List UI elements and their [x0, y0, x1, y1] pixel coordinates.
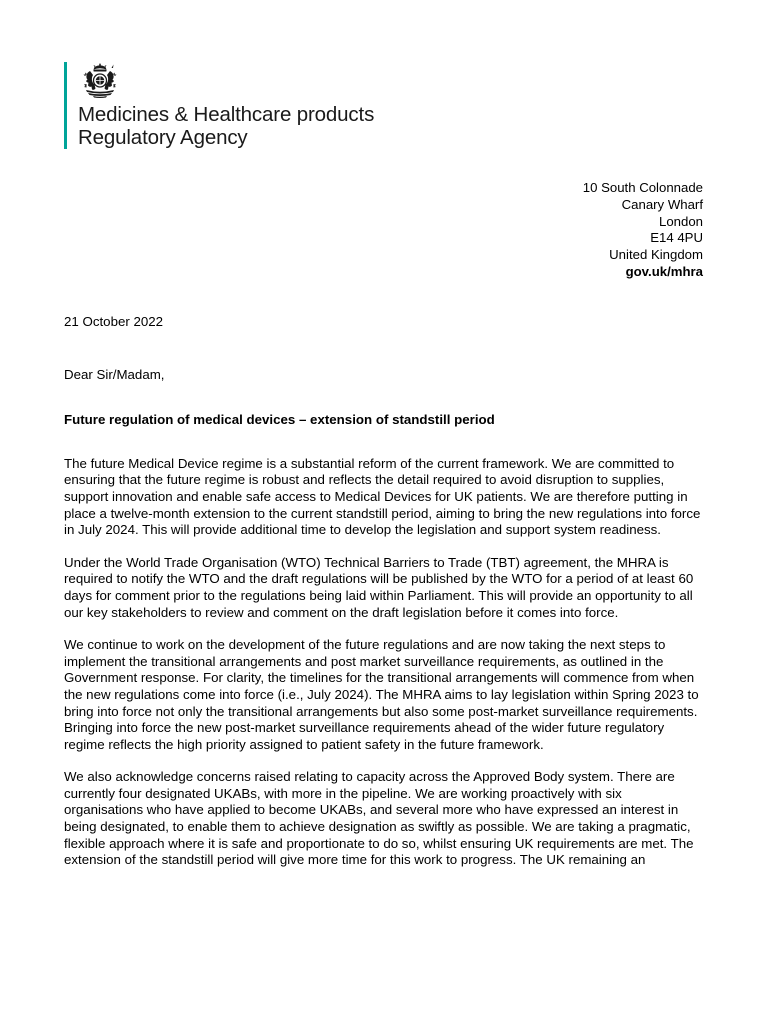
letter-paragraph: Under the World Trade Organisation (WTO) Technical Barriers to Trade (TBT) agreement, the MHRA is required to notify the WTO and the draft regulations will be published by the WTO for a period of at least 60 days for comment prior to the regulations being laid within Parliament. This will provide an opportunity to all our key stakeholders to review and comment on the draft legislation before it comes into force.	[64, 554, 694, 620]
brand-accent-bar	[64, 62, 67, 149]
address-line-1: 10 South Colonnade	[582, 180, 703, 195]
letter-paragraph: We also acknowledge concerns raised relating to capacity across the Approved Body system. There are currently four designated UKABs, with more in the pipeline. We are working proactively with six organisations who have applied to become UKABs, and several more who have expressed an interest in being designated, to enable them to achieve designation as swiftly as possible. We are taking a pragmatic, flexible approach where it is safe and proportionate to do so, whilst ensuring UK requirements are met. The extension of the standstill period will give more time for this work to progress. The UK remaining an	[64, 769, 694, 868]
letterhead	[64, 62, 374, 149]
organisation-name-line1: Medicines & Healthcare products	[78, 103, 375, 126]
sender-address-block	[583, 180, 703, 281]
brand-block	[78, 62, 374, 149]
letter-paragraph: We continue to work on the development of the future regulations and are now taking the next steps to implement the transitional arrangements and post market surveillance requirements, as outlined in the Government response. For clarity, the timelines for the transitional arrangements will commence from when the new regulations come into force (i.e., July 2024). The MHRA aims to lay legislation within Spring 2023 to bring into force not only the transitional arrangements but also some post-market surveillance requirements. Bringing into force the new post-market surveillance requirements ahead of the wider future regulatory regime reflects the high priority assigned to patient safety in the future framework.	[64, 637, 699, 752]
letter-body	[64, 314, 704, 869]
address-postcode: E14 4PU	[650, 230, 703, 246]
royal-coat-of-arms-icon	[78, 62, 122, 99]
agency-website-url: gov.uk/mhra	[625, 263, 703, 279]
letter-salutation: Dear Sir/Madam,	[64, 366, 165, 382]
address-country: United Kingdom	[609, 247, 703, 263]
letter-paragraph: The future Medical Device regime is a substantial reform of the current framework. We are committed to ensuring that the future regime is robust and reflects the detail required to avoid disruption to supplies, support innovation and enable safe access to Medical Devices for UK patients. We are therefore putting in place a twelve-month extension to the current standstill period, aiming to bring the new regulations into force in July 2024. This will provide additional time to develop the legislation and support system readiness.	[64, 455, 701, 538]
letter-subject-line: Future regulation of medical devices – extension of standstill period	[64, 412, 495, 428]
address-line-3: London	[658, 213, 703, 229]
address-line-2: Canary Wharf	[621, 196, 703, 212]
organisation-name-line2: Regulatory Agency	[78, 126, 248, 149]
letter-date: 21 October 2022	[64, 314, 164, 329]
